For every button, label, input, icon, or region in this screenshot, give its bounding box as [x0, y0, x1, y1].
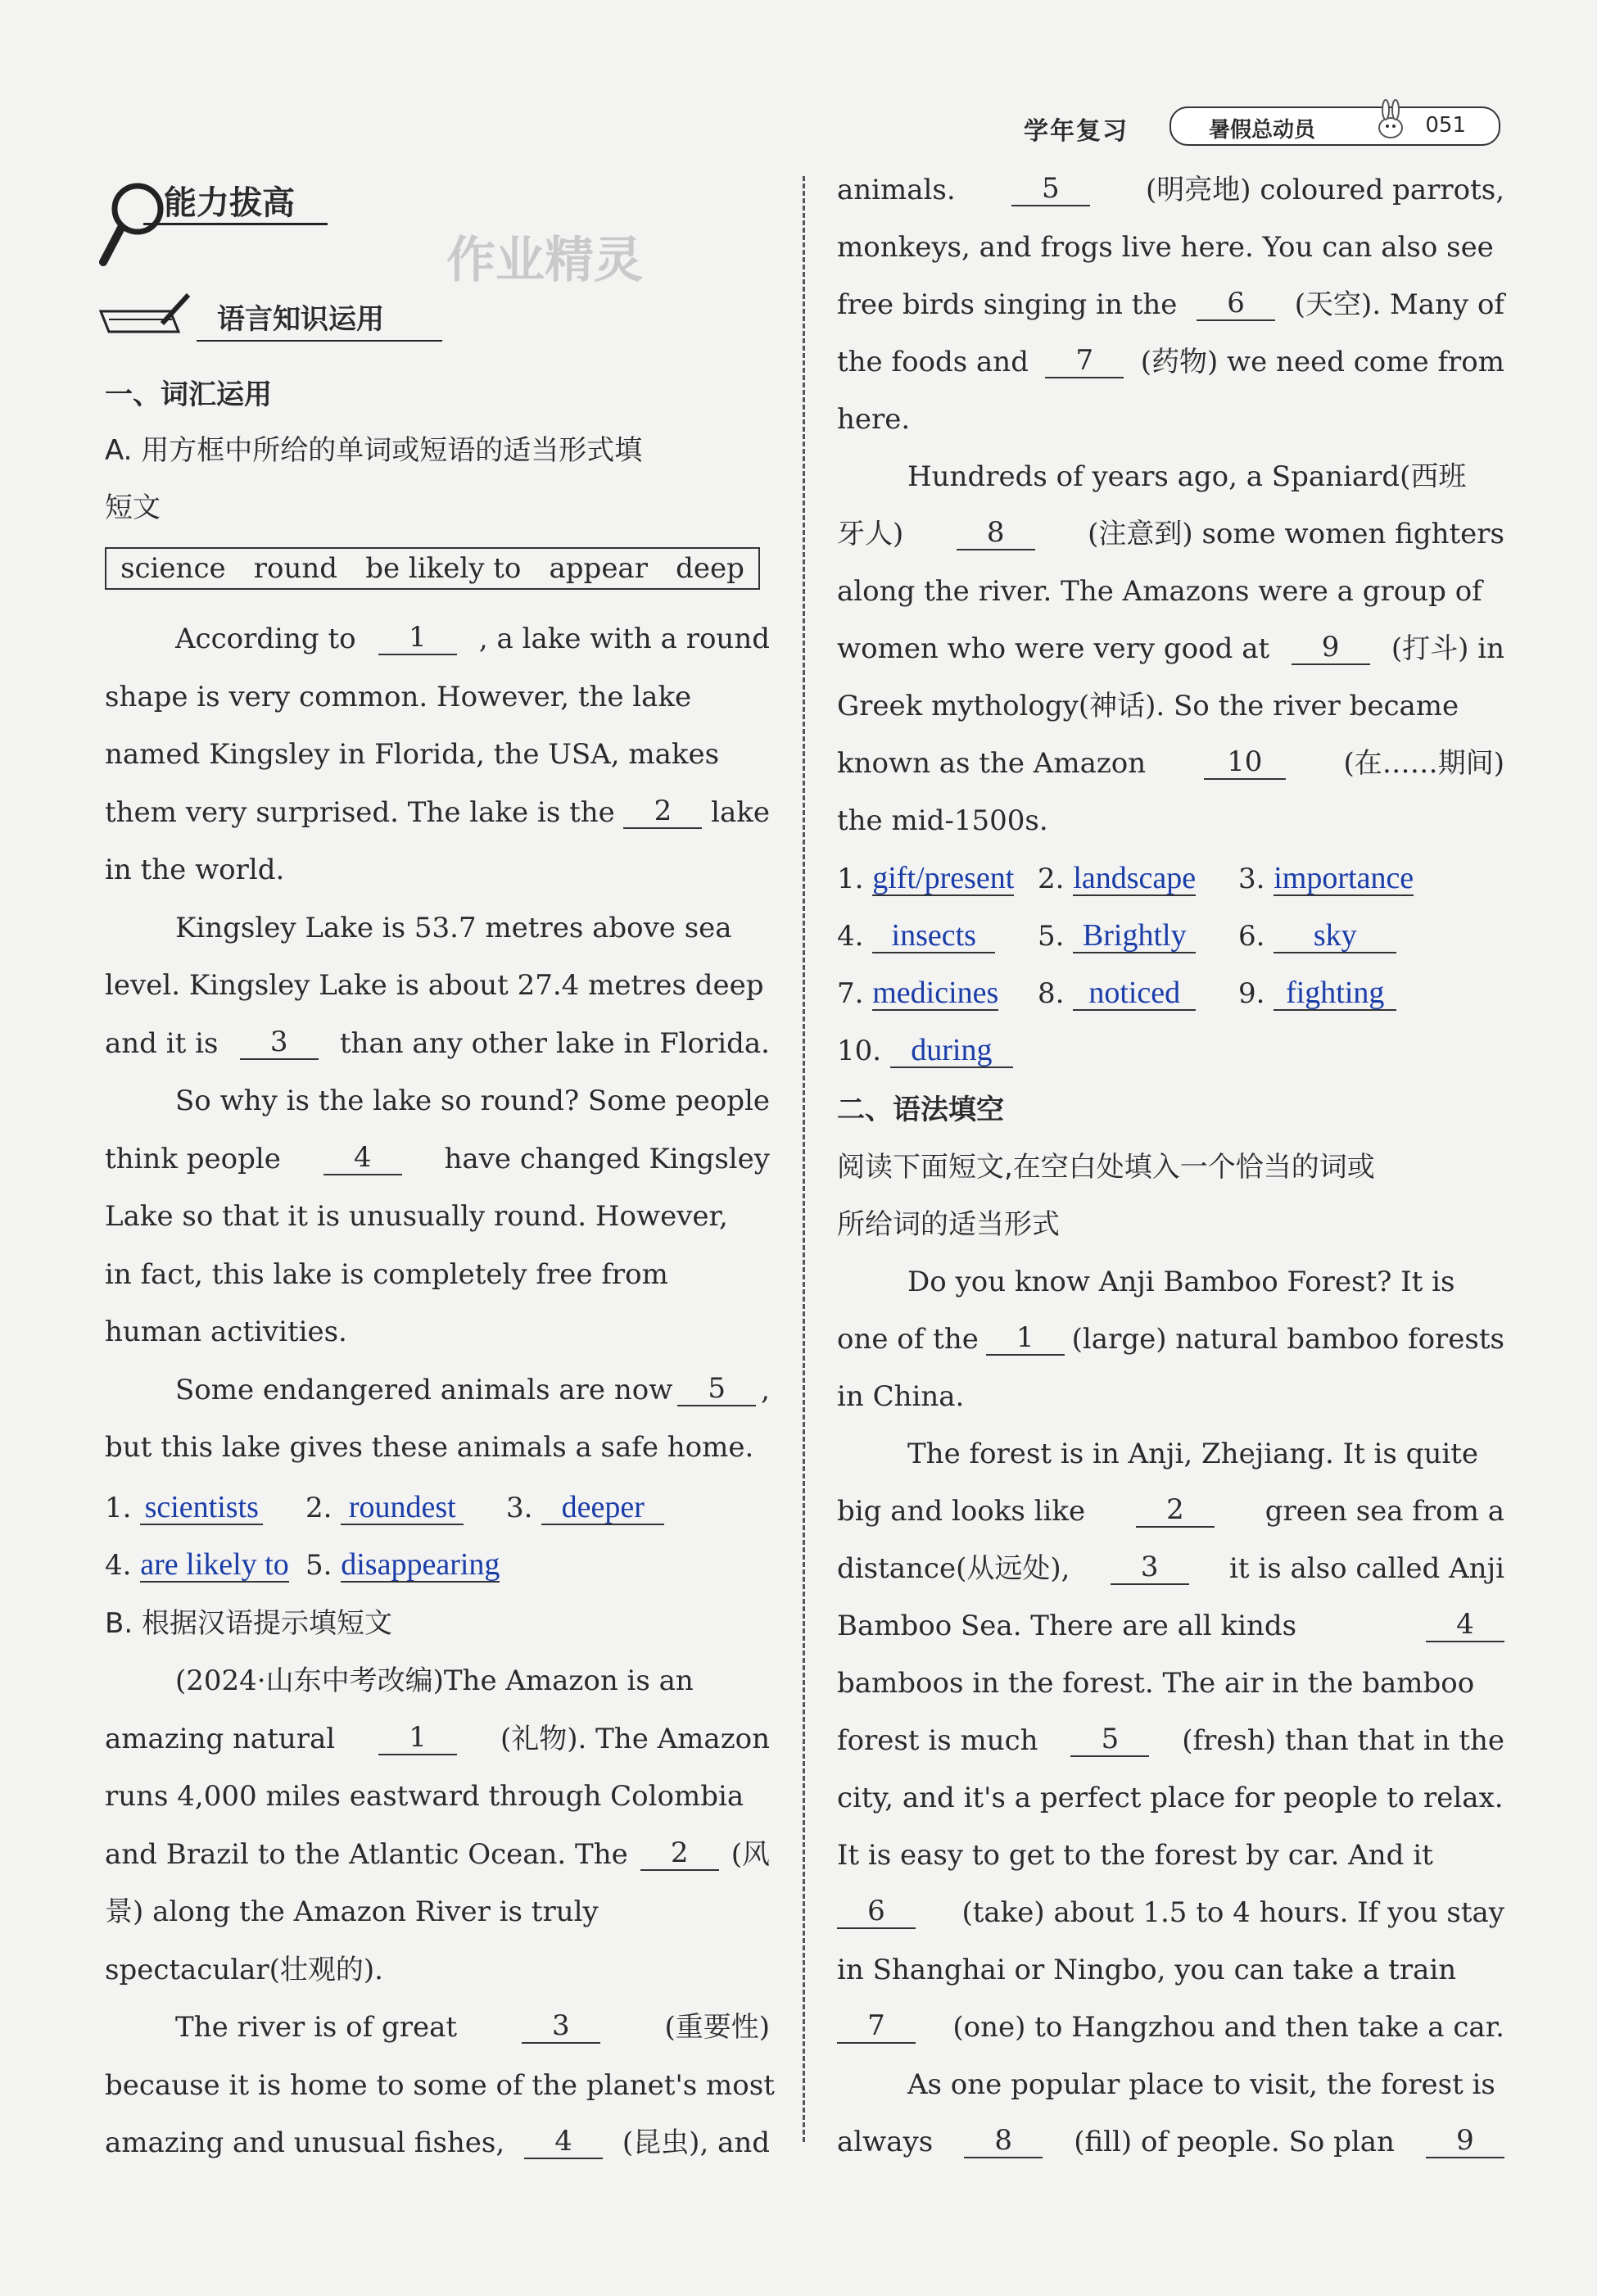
passage-line: [837, 575, 1504, 608]
word-box-item: be likely to: [365, 552, 522, 585]
passage-text: Some endangered animals are now: [175, 1373, 673, 1406]
passage-text: the foods and: [837, 346, 1029, 378]
passage-text: forest is much: [837, 1724, 1038, 1757]
word-box: [105, 547, 760, 590]
passage-text: (large) natural bamboo forests: [1071, 1323, 1504, 1356]
passage-text: lake: [711, 795, 770, 829]
fill-in-blank[interactable]: 9: [1426, 2126, 1504, 2158]
fill-in-blank[interactable]: 5: [1011, 174, 1090, 206]
fill-in-blank[interactable]: 4: [323, 1143, 402, 1175]
answer-number: 5.: [1038, 920, 1074, 953]
passage-line: [837, 2126, 1504, 2158]
answer-number: 7.: [837, 977, 873, 1010]
answer-value: deeper: [541, 1491, 664, 1525]
answer-value: Brightly: [1073, 919, 1196, 953]
passage-text: amazing natural: [105, 1722, 336, 1755]
title-underline: [143, 223, 328, 225]
answer-item: [305, 1548, 500, 1583]
passage-text: named Kingsley in Florida, the USA, makes: [105, 738, 720, 771]
passage-line: [837, 174, 1504, 206]
passage-line: [837, 1323, 1504, 1356]
answer-number: 10.: [837, 1035, 890, 1067]
passage-text: 景) along the Amazon River is truly: [105, 1895, 599, 1928]
fill-in-blank[interactable]: 7: [837, 2011, 916, 2044]
magnifier-icon: [97, 180, 170, 270]
answer-value: medicines: [872, 976, 999, 1010]
passage-text: always: [837, 2126, 934, 2158]
passage-text: animals.: [837, 174, 956, 206]
fill-in-blank[interactable]: 6: [1197, 288, 1275, 321]
passage-text: known as the Amazon: [837, 747, 1147, 780]
passage-text: shape is very common. However, the lake: [105, 680, 692, 713]
passage-text: It is easy to get to the forest by car. And it: [837, 1839, 1433, 1872]
passage-line: [837, 1954, 1504, 1986]
passage-text: it is also called Anji: [1229, 1552, 1504, 1585]
passage-text: them very surprised. The lake is the: [105, 795, 615, 829]
answer-value: importance: [1274, 861, 1414, 895]
passage-line: [907, 1266, 1504, 1298]
passage-text: one of the: [837, 1323, 979, 1356]
fill-in-blank[interactable]: 9: [1292, 632, 1370, 665]
passage-text: think people: [105, 1142, 281, 1175]
passage-line: [837, 231, 1504, 264]
passage-text: big and looks like: [837, 1495, 1086, 1528]
word-box-item: science: [120, 552, 226, 585]
passage-text: in fact, this lake is completely free from: [105, 1257, 668, 1291]
passage-line: [837, 1380, 1504, 1413]
passage-line: [105, 854, 770, 886]
passage-text: (昆虫), and: [622, 2126, 770, 2159]
answer-value: gift/present: [872, 861, 1015, 895]
passage-line: [837, 518, 1504, 550]
passage-text: (注意到) some women fighters: [1088, 518, 1504, 550]
passage-line: [837, 403, 1504, 436]
passage-line: [837, 804, 1504, 837]
passage-text: (天空). Many of: [1294, 288, 1504, 321]
answer-item: [1038, 862, 1196, 896]
passage-line: [837, 1495, 1504, 1528]
fill-in-blank[interactable]: 1: [378, 1723, 457, 1755]
partA-instruction: A. 用方框中所给的单词或短语的适当形式填: [105, 434, 643, 467]
passage-text: free birds singing in the: [837, 288, 1178, 321]
passage-line: [105, 1838, 770, 1871]
passage-text: Do you know Anji Bamboo Forest? It is: [907, 1266, 1455, 1298]
passage-text: spectacular(壮观的).: [105, 1953, 383, 1986]
answer-item: [837, 919, 995, 953]
fill-in-blank[interactable]: 8: [957, 518, 1035, 550]
fill-in-blank[interactable]: 5: [677, 1374, 756, 1406]
answer-value: during: [890, 1034, 1013, 1068]
page-number: 051: [1425, 113, 1466, 138]
watermark: 作业精灵: [446, 232, 643, 289]
passage-text: As one popular place to visit, the forest is: [907, 2068, 1495, 2101]
passage-line: [175, 623, 770, 655]
answer-number: 1.: [105, 1492, 141, 1524]
answer-value: scientists: [140, 1491, 263, 1525]
answer-item: [1038, 976, 1196, 1011]
passage-text: and it is: [105, 1026, 219, 1060]
passage-text: city, and it's a perfect place for people to relax.: [837, 1782, 1504, 1814]
passage-line: [105, 681, 770, 713]
answer-number: 9.: [1238, 977, 1274, 1010]
passage-line: [837, 632, 1504, 665]
answer-item: [1238, 919, 1396, 953]
passage-text: 牙人): [837, 518, 904, 550]
passage-text: in China.: [837, 1380, 965, 1413]
word-box-item: round: [253, 552, 338, 585]
passage-text: in the world.: [105, 854, 285, 886]
passage-line: [105, 1954, 770, 1986]
column-divider: [803, 176, 805, 2142]
answer-value: are likely to: [140, 1547, 289, 1582]
passage-text: ,: [761, 1373, 770, 1406]
passage-text: (在……期间): [1343, 747, 1504, 780]
answer-item: [837, 976, 998, 1011]
fill-in-blank[interactable]: 10: [1204, 747, 1286, 780]
fill-in-blank[interactable]: 1: [986, 1323, 1065, 1356]
passage-line: [837, 1782, 1504, 1814]
passage-text: here.: [837, 403, 911, 436]
passage-line: [105, 1720, 770, 1755]
passage-text: (明亮地) coloured parrots,: [1146, 174, 1504, 206]
passage-line: [837, 2011, 1504, 2044]
passage-line: [837, 1839, 1504, 1872]
answer-item: [837, 862, 1014, 896]
fill-in-blank[interactable]: 5: [1070, 1724, 1149, 1757]
answer-number: 8.: [1038, 977, 1074, 1010]
header-section-label: 学年复习: [1024, 117, 1129, 146]
answer-item: [1238, 976, 1396, 1011]
answer-item: [837, 1034, 1013, 1068]
passage-text: (take) about 1.5 to 4 hours. If you stay: [961, 1896, 1504, 1929]
passage-text: monkeys, and frogs live here. You can also see: [837, 231, 1494, 264]
fill-in-blank[interactable]: 8: [964, 2126, 1043, 2158]
answer-number: 2.: [305, 1492, 342, 1524]
passage-text: So why is the lake so round? Some people: [175, 1085, 770, 1117]
fill-in-blank[interactable]: 3: [240, 1027, 319, 1060]
answer-item: [1038, 919, 1196, 953]
answer-value: roundest: [341, 1491, 464, 1525]
passage-line: [175, 1371, 770, 1406]
passage-text: The forest is in Anji, Zhejiang. It is quite: [907, 1438, 1478, 1470]
passage-text: level. Kingsley Lake is about 27.4 metres deep: [105, 969, 764, 1002]
passage-line: [175, 2011, 770, 2044]
answer-value: landscape: [1073, 861, 1197, 895]
passage-line: [105, 1258, 770, 1291]
answer-number: 1.: [837, 863, 873, 895]
passage-line: [837, 346, 1504, 378]
passage-text: (礼物). The Amazon: [500, 1722, 770, 1755]
passage-text: because it is home to some of the planet's most: [105, 2068, 775, 2102]
passage-line: [837, 1667, 1504, 1700]
passage-line: [175, 1664, 770, 1697]
passage-line: [837, 1724, 1504, 1757]
subtitle-underline: [197, 340, 442, 342]
passage-text: (打斗) in: [1391, 632, 1504, 665]
passage-text: (风: [731, 1837, 770, 1871]
fill-in-blank[interactable]: 2: [1136, 1495, 1215, 1528]
section-title-sub: 语言知识运用: [217, 303, 384, 336]
answer-value: insects: [872, 919, 995, 953]
fill-in-blank[interactable]: 3: [1111, 1552, 1189, 1585]
passage-line: [105, 1780, 770, 1813]
passage-line: [907, 460, 1504, 493]
passage-line: [837, 1552, 1504, 1585]
passage-text: According to: [175, 623, 356, 655]
answer-value: sky: [1274, 919, 1396, 953]
answer-item: [105, 1548, 289, 1583]
passage-text: The river is of great: [175, 2011, 458, 2044]
passage-line: [105, 1200, 770, 1233]
passage-text: amazing and unusual fishes,: [105, 2126, 505, 2159]
passage-line: [907, 2068, 1504, 2101]
partB-instruction: B. 根据汉语提示填短文: [105, 1607, 392, 1640]
passage-text: women who were very good at: [837, 632, 1270, 665]
passage-line: [105, 738, 770, 771]
answer-number: 5.: [305, 1549, 342, 1582]
passage-line: [105, 1895, 770, 1928]
part1-title: 一、词汇运用: [105, 378, 272, 411]
section-title-main: 能力拔高: [164, 184, 295, 222]
part2-title: 二、语法填空: [837, 1094, 1004, 1126]
word-box-item: appear: [549, 552, 648, 585]
passage-text: (药物) we need come from: [1140, 346, 1504, 378]
header-series-label: 暑假总动员: [1209, 118, 1316, 143]
passage-text: Greek mythology(神话). So the river became: [837, 690, 1459, 722]
passage-line: [837, 1896, 1504, 1929]
fill-in-blank[interactable]: 2: [640, 1838, 719, 1871]
notebook-pen-icon: [97, 291, 195, 340]
part2-instruction-2: 所给词的适当形式: [837, 1208, 1060, 1241]
passage-text: (重要性): [664, 2011, 770, 2044]
answer-value: disappearing: [341, 1547, 500, 1582]
answer-number: 3.: [506, 1492, 542, 1524]
answer-number: 4.: [105, 1549, 141, 1582]
passage-line: [837, 747, 1504, 780]
passage-line: [105, 1316, 770, 1348]
passage-text: (fill) of people. So plan: [1074, 2126, 1395, 2158]
passage-text: along the river. The Amazons were a group of: [837, 575, 1482, 608]
passage-text: (one) to Hangzhou and then take a car.: [952, 2011, 1504, 2044]
passage-line: [837, 288, 1504, 321]
passage-line: [105, 969, 770, 1002]
answer-item: [105, 1491, 263, 1525]
answer-number: 4.: [837, 920, 873, 953]
passage-text: , a lake with a round: [478, 623, 770, 655]
passage-text: (2024·山东中考改编)The Amazon is an: [175, 1664, 694, 1697]
passage-line: [175, 1085, 770, 1117]
answer-item: [305, 1491, 464, 1525]
answer-value: fighting: [1274, 976, 1396, 1011]
header-series-pill: [1169, 106, 1500, 146]
passage-text: and Brazil to the Atlantic Ocean. The: [105, 1837, 628, 1871]
answer-value: noticed: [1073, 976, 1196, 1011]
answer-number: 6.: [1238, 920, 1274, 953]
answer-number: 3.: [1238, 863, 1274, 895]
fill-in-blank[interactable]: 3: [522, 2011, 600, 2044]
passage-text: Lake so that it is unusually round. However,: [105, 1200, 728, 1233]
answer-number: 2.: [1038, 863, 1074, 895]
passage-text: distance(从远处),: [837, 1552, 1070, 1585]
part2-instruction: 阅读下面短文,在空白处填入一个恰当的词或: [837, 1151, 1375, 1184]
passage-text: but this lake gives these animals a safe home.: [105, 1431, 754, 1464]
word-box-item: deep: [676, 552, 744, 585]
passage-text: in Shanghai or Ningbo, you can take a train: [837, 1954, 1457, 1986]
passage-text: bamboos in the forest. The air in the bamboo: [837, 1667, 1475, 1700]
passage-text: Hundreds of years ago, a Spaniard(西班: [907, 460, 1467, 493]
fill-in-blank[interactable]: 1: [378, 623, 457, 655]
passage-text: green sea from a: [1264, 1495, 1504, 1528]
fill-in-blank[interactable]: 4: [1426, 1610, 1504, 1642]
answer-item: [1238, 862, 1414, 896]
passage-line: [105, 2068, 775, 2102]
passage-line: [175, 912, 770, 944]
fill-in-blank[interactable]: 4: [524, 2126, 603, 2159]
answer-item: [506, 1491, 664, 1525]
passage-text: runs 4,000 miles eastward through Colombia: [105, 1780, 744, 1813]
passage-text: than any other lake in Florida.: [339, 1026, 770, 1060]
passage-line: [105, 1027, 770, 1060]
rabbit-mascot-icon: [1366, 97, 1415, 146]
fill-in-blank[interactable]: 7: [1045, 346, 1124, 378]
fill-in-blank[interactable]: 2: [623, 796, 702, 829]
passage-line: [105, 796, 770, 829]
passage-text: Bamboo Sea. There are all kinds: [837, 1610, 1297, 1642]
fill-in-blank[interactable]: 6: [837, 1896, 916, 1929]
passage-line: [837, 1610, 1504, 1642]
passage-line: [105, 1140, 770, 1175]
passage-line: [837, 690, 1504, 722]
passage-text: human activities.: [105, 1316, 347, 1348]
passage-text: Kingsley Lake is 53.7 metres above sea: [175, 911, 732, 944]
passage-line: [105, 1431, 770, 1464]
passage-text: the mid-1500s.: [837, 804, 1048, 837]
passage-text: (fresh) than that in the: [1182, 1724, 1504, 1757]
partA-instruction-2: 短文: [105, 491, 161, 524]
passage-text: have changed Kingsley: [444, 1142, 770, 1175]
passage-line: [907, 1438, 1504, 1470]
passage-line: [105, 2126, 770, 2159]
